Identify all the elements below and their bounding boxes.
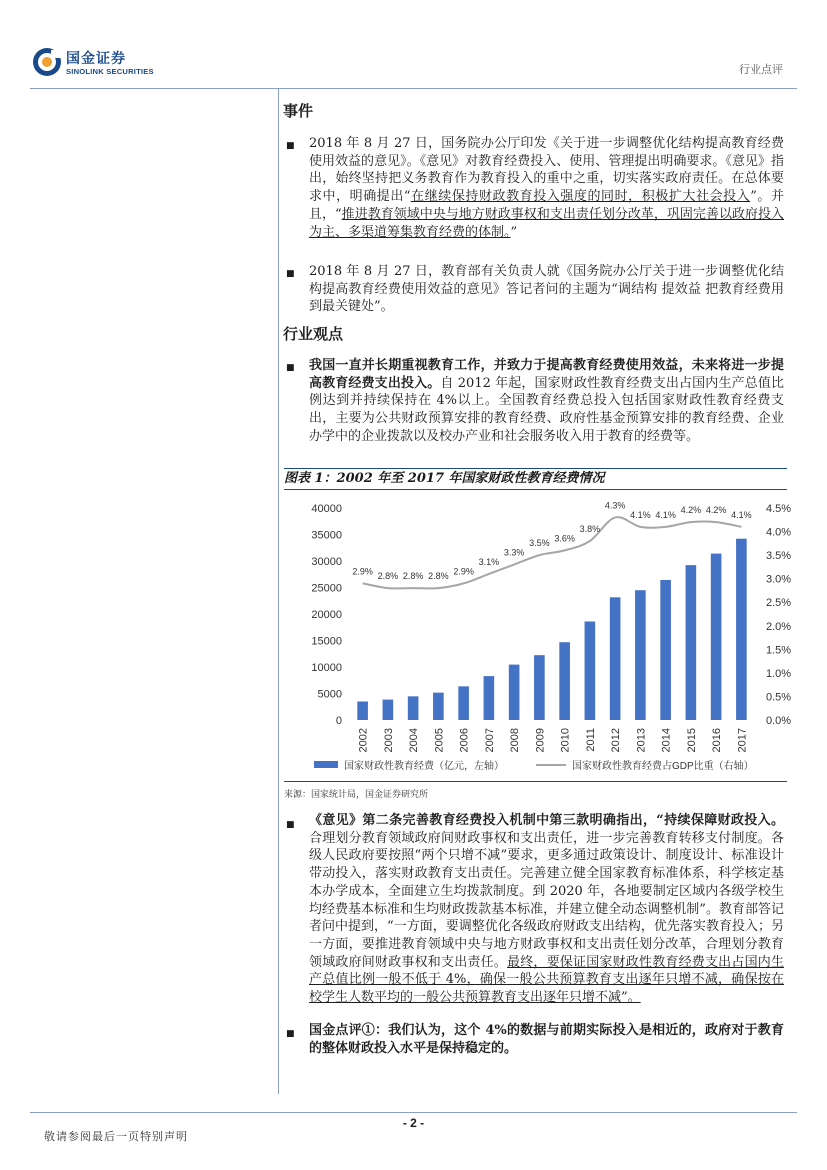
y-left-tick-label: 15000 <box>311 635 342 648</box>
bar <box>433 693 444 720</box>
y-right-tick-label: 1.5% <box>766 644 792 657</box>
gdp-ratio-data-label: 3.1% <box>478 556 500 567</box>
gdp-ratio-data-label: 4.1% <box>731 509 752 520</box>
x-tick-label: 2009 <box>534 728 547 753</box>
x-tick-label: 2013 <box>635 728 648 753</box>
y-left-tick-label: 10000 <box>311 662 342 674</box>
bar <box>383 700 394 720</box>
x-tick-label: 2016 <box>711 728 724 753</box>
bar <box>534 655 545 720</box>
y-right-tick-label: 4.5% <box>766 503 792 515</box>
report-type-label: 行业点评 <box>739 63 783 76</box>
footer-divider <box>30 1112 797 1113</box>
y-left-tick-label: 0 <box>335 715 342 727</box>
x-tick-label: 2006 <box>458 728 471 753</box>
gdp-ratio-data-label: 4.2% <box>680 505 702 516</box>
figure-bottom-rule <box>284 781 787 782</box>
bar <box>635 590 646 720</box>
x-tick-label: 2017 <box>736 728 749 753</box>
y-right-tick-label: 3.5% <box>766 550 792 563</box>
education-spending-chart <box>284 490 792 780</box>
brand-name-cn: 国金证券 <box>66 51 126 67</box>
gdp-ratio-data-label: 2.9% <box>352 566 373 577</box>
bullet-icon: ■ <box>286 363 295 373</box>
bar <box>509 665 520 720</box>
y-right-tick-label: 3.0% <box>766 573 792 586</box>
sinolink-logo-icon <box>32 47 62 77</box>
x-tick-label: 2004 <box>408 728 421 753</box>
gdp-ratio-data-label: 4.1% <box>630 509 651 520</box>
event-paragraph-2: 2018 年 8 月 27 日，教育部有关负责人就《国务院办公厅关于进一步调整优化结构提高教育经费使用效益的意见》答记者问的主题为“调结构 提效益 把教育经费用到最关键处”。 <box>309 264 784 315</box>
y-left-tick-label: 20000 <box>311 609 342 621</box>
x-tick-label: 2015 <box>685 728 698 753</box>
figure-source: 来源：国家统计局，国金证券研究所 <box>284 790 429 800</box>
bar <box>610 597 621 720</box>
bar <box>585 621 596 720</box>
bullet-icon: ■ <box>286 820 295 830</box>
x-tick-label: 2012 <box>610 728 623 753</box>
figure-caption: 图表 1：2002 年至 2017 年国家财政性教育经费情况 <box>284 468 787 490</box>
bar <box>660 580 671 720</box>
bullet-icon: ■ <box>286 1029 295 1039</box>
view-paragraph-2: 《意见》第二条完善教育经费投入机制中第三款明确指出，“持续保障财政投入。合理划分教育领域政府间财政事权和支出责任，进一步完善教育转移支付制度。各级人民政府要按照“两个只增不减”要求，更多通过政策设计、制度设计、标准设计带动投入，落实财政教育支出责任。完善建立健全国家教育标准体系，科学核定基本办学成本，全面建立生均拨款制度。到 2020 年，各地要制定区域内各级学校生均经费基本标准和生均财政拨款基本标准，并建立健全动态调整机制”。教育部答记者问中提到，“一方面，要调整优化各级政府财政支出结构，优先落实教育投入；另一方面，要推进教育领域中央与地方财政事权和支出责任划分改革，合理划分教育领域政府间财政事权和支出责任。最终，要保证国家财政性教育经费支出占国内生产总值比例一般不低于 4%，确保一般公共预算教育支出逐年只增不减，确保按在校学生人数平均的一般公共预算教育支出逐年只增不减”。 <box>309 813 784 1006</box>
header-divider <box>30 88 797 89</box>
gdp-ratio-data-label: 3.8% <box>579 523 601 534</box>
gdp-ratio-data-label: 2.8% <box>377 571 399 582</box>
gdp-ratio-data-label: 4.3% <box>604 500 626 511</box>
brand-name-en: SINOLINK SECURITIES <box>66 67 154 76</box>
x-tick-label: 2010 <box>559 728 572 753</box>
y-right-tick-label: 1.0% <box>766 667 792 680</box>
view-paragraph-3: 国金点评①：我们认为，这个 4%的数据与前期实际投入是相近的，政府对于教育的整体财政投入水平是保持稳定的。 <box>309 1023 784 1056</box>
bar <box>357 701 368 720</box>
legend-swatch-bars <box>314 761 338 768</box>
y-right-tick-label: 2.5% <box>766 597 792 610</box>
bar <box>484 676 495 720</box>
y-left-tick-label: 30000 <box>311 556 342 568</box>
x-tick-label: 2007 <box>483 728 496 753</box>
y-right-tick-label: 4.0% <box>766 526 792 539</box>
y-left-tick-label: 5000 <box>317 688 342 701</box>
x-tick-label: 2011 <box>584 728 597 752</box>
gdp-ratio-data-label: 3.6% <box>554 533 575 544</box>
x-tick-label: 2014 <box>660 728 673 753</box>
x-tick-label: 2005 <box>433 728 446 753</box>
x-tick-label: 2002 <box>357 728 370 753</box>
gdp-ratio-data-label: 2.8% <box>428 571 449 582</box>
bar <box>458 686 469 720</box>
view-paragraph-1: 我国一直并长期重视教育工作，并致力于提高教育经费使用效益，未来将进一步提高教育经费支出投入。自 2012 年起，国家财政性教育经费支出占国内生产总值比例达到并持续保持在 4%以上。全国教育经费总投入包括国家财政性教育经费支出，主要为公共财政预算安排的教育经费、政府性基金预算安排的教育经费、企业办学中的企业拨款以及校办产业和社会服务收入用于教育的经费等。 <box>309 358 784 444</box>
y-right-tick-label: 0.0% <box>766 715 792 727</box>
left-margin-rule <box>278 89 279 1094</box>
bullet-icon: ■ <box>286 141 295 151</box>
x-tick-label: 2003 <box>382 728 395 753</box>
gdp-ratio-data-label: 3.5% <box>529 538 550 549</box>
legend-label-line: 国家财政性教育经费占GDP比重（右轴） <box>572 761 754 772</box>
legend-label-bars: 国家财政性教育经费（亿元，左轴） <box>344 761 504 772</box>
bar <box>686 565 697 720</box>
bullet-icon: ■ <box>286 269 295 279</box>
y-left-tick-label: 35000 <box>311 529 342 542</box>
bar <box>711 554 722 720</box>
y-left-tick-label: 40000 <box>311 503 342 515</box>
bar <box>408 696 419 720</box>
bar <box>559 642 570 720</box>
gdp-ratio-data-label: 4.1% <box>655 509 676 520</box>
y-left-tick-label: 25000 <box>311 582 342 595</box>
gdp-ratio-data-label: 4.2% <box>705 505 727 516</box>
gdp-ratio-data-label: 2.8% <box>402 571 424 582</box>
x-tick-label: 2008 <box>509 728 522 753</box>
views-heading: 行业观点 <box>283 325 344 343</box>
event-paragraph-1: 2018 年 8 月 27 日，国务院办公厅印发《关于进一步调整优化结构提高教育经费使用效益的意见》。《意见》对教育经费投入、使用、管理提出明确要求。《意见》指出，始终坚持把义务教育作为教育投入的重中之重，切实落实政府责任。在总体要求中，明确提出“在继续保持财政教育投入强度的同时，积极扩大社会投入”。并且，“推进教育领域中央与地方财政事权和支出责任划分改革，巩固完善以政府投入为主、多渠道筹集教育经费的体制。” <box>309 136 784 240</box>
y-right-tick-label: 2.0% <box>766 620 792 633</box>
footer-disclaimer: 敬请参阅最后一页特别声明 <box>44 1130 188 1143</box>
gdp-ratio-data-label: 3.3% <box>503 547 525 558</box>
events-heading: 事件 <box>283 102 314 120</box>
gdp-ratio-data-label: 2.9% <box>453 566 474 577</box>
y-right-tick-label: 0.5% <box>766 691 792 704</box>
bar <box>736 539 747 720</box>
page-number: - 2 - <box>402 1116 425 1130</box>
